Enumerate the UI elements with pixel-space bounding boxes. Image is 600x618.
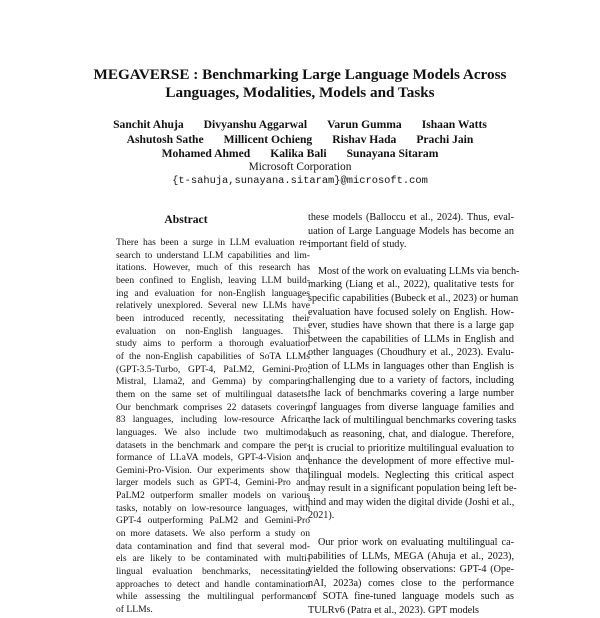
- text-line: GPT-4 outperforming PaLM2 and Gemini-Pro: [116, 515, 310, 527]
- text-line: ing and evaluation for non-English languages: [116, 287, 310, 299]
- text-line: relatively unexplored. Several new LLMs have: [116, 300, 310, 312]
- text-line: yielded the following observations: GPT-4 (Ope-: [308, 564, 514, 576]
- text-line: TULRv6 (Patra et al., 2023). GPT models: [308, 605, 479, 617]
- text-line: specific capabilities (Bubeck et al., 2023) or human: [308, 292, 519, 304]
- text-line: 2021).: [308, 510, 335, 522]
- abstract-text: [116, 237, 310, 617]
- text-line: been confined to English, leaving LLM build-: [116, 274, 310, 286]
- paragraph-3: [308, 536, 514, 618]
- body-column-right: [308, 211, 520, 618]
- text-line: evaluation on non-English languages. This: [116, 325, 310, 337]
- text-line: between the capabilities of LLMs in English and: [308, 333, 514, 345]
- author-name: Mohamed Ahmed: [161, 147, 251, 160]
- affiliation: Microsoft Corporation: [248, 161, 352, 173]
- author-name: Kalika Bali: [270, 147, 327, 160]
- text-line: Mistral, Llama2, and Gemma) by comparing: [116, 376, 310, 388]
- author-name: Sanchit Ahuja: [113, 118, 184, 131]
- text-line: hind and may widen the digital divide (Joshi et al.,: [308, 496, 515, 508]
- author-email[interactable]: {t-sahuja,sunayana.sitaram}@microsoft.com: [172, 175, 428, 187]
- author-name: Varun Gumma: [327, 118, 402, 131]
- text-line: enhance the development of more effective mul-: [308, 456, 514, 468]
- text-line: may result in a significant population being left be-: [308, 483, 517, 495]
- text-line: of LLMs.: [116, 604, 153, 616]
- text-line: tilingual models. Neglecting this critical aspect: [308, 469, 514, 481]
- text-line: datasets in the benchmark and compare the per-: [116, 439, 310, 451]
- title-line-2: Languages, Modalities, Models and Tasks: [165, 84, 435, 101]
- title-line-1-rest: : Benchmarking Large Language Models Across: [189, 66, 507, 83]
- text-line: languages. We also include two multimodal: [116, 426, 310, 438]
- abstract-heading: Abstract: [164, 213, 208, 226]
- text-line: There has been a surge in LLM evaluation re-: [116, 237, 310, 248]
- text-line: lingual evaluation benchmarks, necessitating: [116, 566, 310, 578]
- author-list: [60, 118, 540, 162]
- text-line: larger models such as GPT-4, Gemini-Pro and: [116, 477, 310, 489]
- paragraph-1: [308, 211, 514, 252]
- text-line: the lack of multilingual benchmarks covering tasks: [308, 415, 517, 427]
- text-line: Our benchmark comprises 22 datasets covering: [116, 401, 310, 413]
- text-line: Gemini-Pro-Vision. Our experiments show that: [116, 464, 310, 476]
- text-line: challenging due to a variety of factors, including: [308, 374, 514, 386]
- text-line: the lack of benchmarks covering a large number: [308, 388, 514, 400]
- text-line: on more datasets. We also perform a study on: [116, 528, 310, 540]
- text-line: Most of the work on evaluating LLMs via bench-: [318, 265, 520, 277]
- text-line: other languages (Choudhury et al., 2023). Evalu-: [308, 347, 514, 359]
- paper-title: [60, 66, 540, 102]
- author-name: Prachi Jain: [416, 132, 474, 146]
- text-line: marking (Liang et al., 2022), qualitative tests for: [308, 279, 514, 291]
- author-name: Sunayana Sitaram: [346, 147, 439, 160]
- author-line-1: [60, 118, 540, 133]
- text-line: of languages from diverse language families and: [308, 401, 514, 413]
- title-line-1: [60, 66, 540, 84]
- text-line: been introduced recently, necessitating their: [116, 312, 310, 324]
- author-line-2: [60, 133, 540, 148]
- text-line: search to understand LLM capabilities and lim-: [116, 249, 310, 261]
- text-line: of the non-English capabilities of SoTA LLMs: [116, 350, 310, 362]
- author-name: Ashutosh Sathe: [126, 132, 204, 146]
- title-prefix: MEGAVERSE: [93, 66, 190, 83]
- text-line: uation of Large Language Models has become an: [308, 225, 514, 237]
- author-name: Ishaan Watts: [421, 118, 487, 131]
- text-line: while assessing the multilingual performance: [116, 591, 310, 603]
- text-line: of SOTA fine-tuned language models such as: [308, 591, 514, 603]
- text-line: PaLM2 outperform smaller models on various: [116, 490, 310, 502]
- author-name: Rishav Hada: [332, 132, 397, 146]
- text-line: tasks, notably on low-resource languages, with: [116, 502, 310, 514]
- text-line: Our prior work on evaluating multilingual ca-: [318, 537, 514, 549]
- text-line: itations. However, much of this research has: [116, 262, 310, 274]
- text-line: these models (Balloccu et al., 2024). Thus, eval-: [308, 212, 514, 223]
- author-name: Divyanshu Aggarwal: [203, 118, 308, 131]
- text-line: evaluation have focused solely on English. How-: [308, 306, 514, 318]
- text-line: them on the same set of multilingual datasets.: [116, 388, 310, 400]
- text-line: ever, studies have shown that there is a large gap: [308, 320, 514, 332]
- text-line: nAI, 2023a) comes close to the performance: [308, 577, 514, 589]
- paragraph-2: [308, 265, 520, 523]
- text-line: approaches to detect and handle contamination: [116, 578, 310, 590]
- text-line: els are likely to be contaminated with multi-: [116, 553, 310, 565]
- text-line: 83 languages, including low-resource African: [116, 414, 310, 426]
- text-line: pabilities of LLMs, MEGA (Ahuja et al., 2023),: [308, 550, 514, 562]
- text-line: important field of study.: [308, 239, 407, 251]
- text-line: data contamination and find that several mod-: [116, 540, 310, 552]
- text-line: study aims to perform a thorough evaluation: [116, 338, 310, 350]
- text-line: (GPT-3.5-Turbo, GPT-4, PaLM2, Gemini-Pro,: [116, 363, 310, 375]
- author-name: Millicent Ochieng: [223, 132, 313, 146]
- text-line: ation of LLMs in languages other than English is: [308, 360, 514, 372]
- text-line: it is crucial to prioritize multilingual evaluation to: [308, 442, 514, 454]
- text-line: formance of LLaVA models, GPT-4-Vision and: [116, 452, 310, 464]
- text-line: such as reasoning, chat, and dialogue. Therefore,: [308, 428, 514, 440]
